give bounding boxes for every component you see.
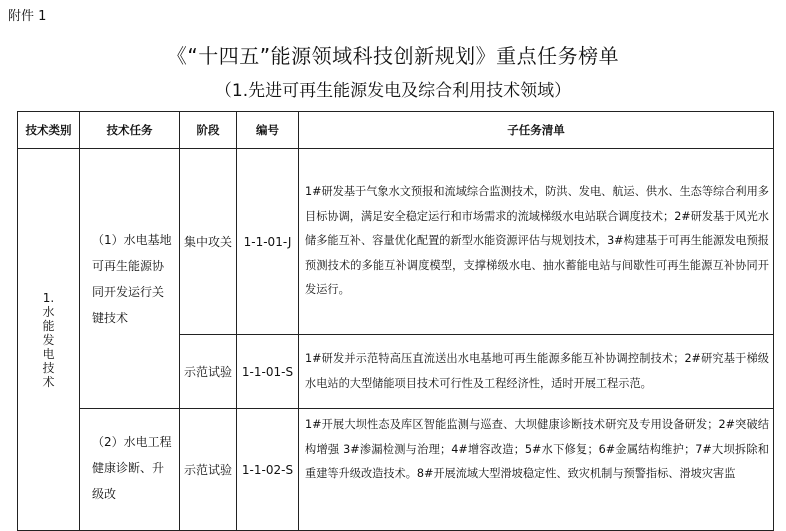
- subtask-list-cell: 1#开展大坝性态及库区智能监测与巡查、大坝健康诊断技术研究及专用设备研发；2#突破结构增强 3#渗漏检测与治理；4#增容改造；5#水下修复；6#金属结构维护；7#大坝拆除和重建等升级改造技术。8#开展流域大型滑坡稳定性、致灾机制与预警指标、滑坡灾害监: [299, 409, 774, 531]
- stage-cell: 示范试验: [180, 335, 237, 409]
- column-header-code: 编号: [237, 112, 299, 149]
- column-header-category: 技术类别: [18, 112, 80, 149]
- page-title: 《“十四五”能源领域科技创新规划》重点任务榜单: [166, 44, 620, 68]
- stage-cell: 集中攻关: [180, 149, 237, 335]
- subtask-list-cell: 1#研发并示范特高压直流送出水电基地可再生能源多能互补协调控制技术；2#研究基于梯级水电站的大型储能项目技术可行性及工程经济性，适时开展工程示范。: [299, 335, 774, 409]
- page-subtitle: （1.先进可再生能源发电及综合利用技术领域）: [214, 81, 572, 101]
- column-header-subtasks: 子任务清单: [299, 112, 774, 149]
- subtask-list-cell: 1#研发基于气象水文预报和流域综合监测技术，防洪、发电、航运、供水、生态等综合利用多目标协调，满足安全稳定运行和市场需求的流域梯级水电站联合调度技术；2#研发基于风光水储多能互补、容量优化配置的新型水能资源评估与规划技术，3#构建基于可再生能源发电预报预测技术的多能互补调度模型，支撑梯级水电、抽水蓄能电站与间歇性可再生能源互补协同开发运行。: [299, 149, 774, 335]
- category-label: 1.水能发电技术: [42, 290, 55, 389]
- table-row: [18, 409, 774, 531]
- stage-cell: 示范试验: [180, 409, 237, 531]
- column-header-task: 技术任务: [80, 112, 180, 149]
- column-header-stage: 阶段: [180, 112, 237, 149]
- task-table: [17, 111, 774, 531]
- table-row: [18, 149, 774, 335]
- category-cell: [18, 149, 80, 531]
- code-cell: 1-1-01-J: [237, 149, 299, 335]
- table-header-row: [18, 112, 774, 149]
- code-cell: 1-1-01-S: [237, 335, 299, 409]
- task-cell: （2）水电工程健康诊断、升级改: [80, 409, 180, 531]
- task-cell: （1）水电基地可再生能源协同开发运行关键技术: [80, 149, 180, 409]
- code-cell: 1-1-02-S: [237, 409, 299, 531]
- attachment-label: 附件 1: [8, 9, 47, 24]
